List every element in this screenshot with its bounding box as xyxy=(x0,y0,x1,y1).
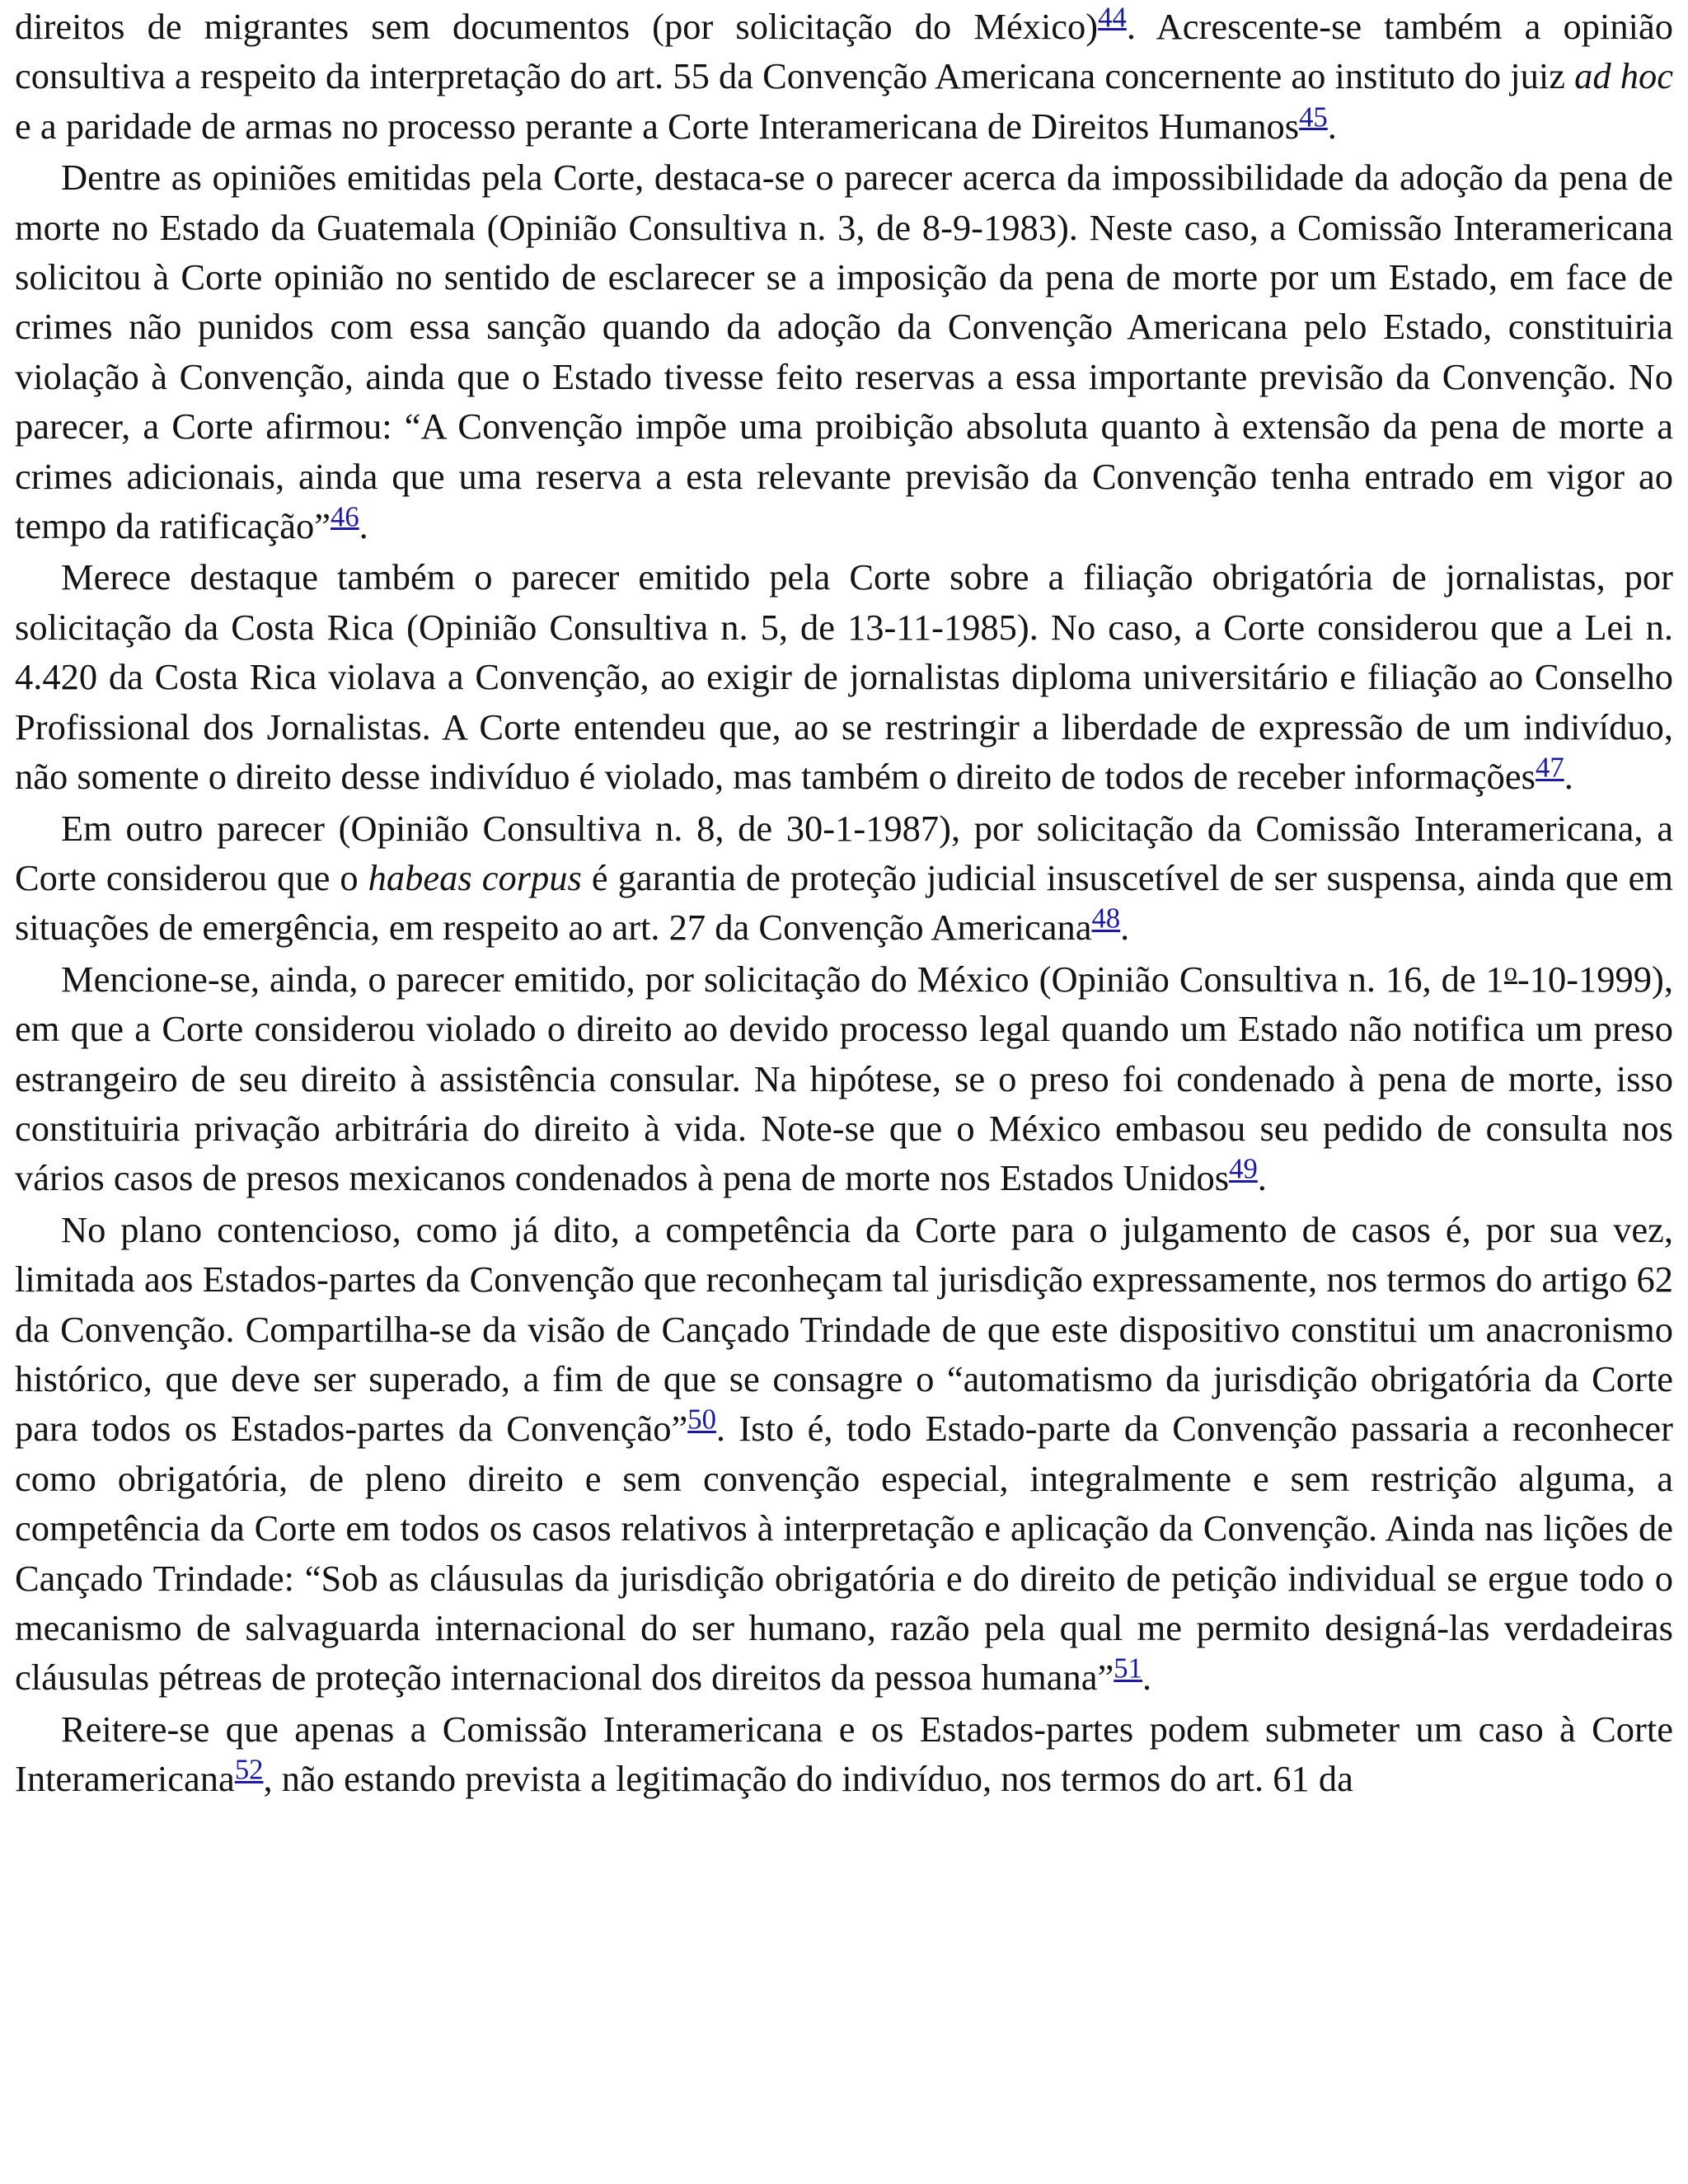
paragraph-text: Mencione-se, ainda, o parecer emitido, por solicitação do México (Opinião Consultiva n. 16, de 1 xyxy=(61,958,1504,1000)
paragraph-text: . Isto é, todo Estado-parte da Convenção passaria a reconhecer como obrigatória, de pleno direito e sem convenção especial, integralmente e sem restrição alguma, a competência da Corte em todos os casos relativos à interpretação e aplicação da Convenção. Ainda nas lições de Cançado Trindade: “Sob as cláusulas da jurisdição obrigatória e do direito de petição individual se ergue todo o mecanismo de salvaguarda internacional do ser humano, razão pela qual me permito designá-las verdadeiras cláusulas pétreas de proteção internacional dos direitos da pessoa humana” xyxy=(15,1408,1674,1699)
paragraph-text: Em outro parecer (Opinião Consultiva n. 8, de 30-1-1987), por solicitação da Comissão Interamericana, a Corte considerou que o xyxy=(15,807,1673,898)
paragraph-text: . xyxy=(1564,756,1573,798)
paragraph xyxy=(15,552,1673,801)
paragraph-text: Dentre as opiniões emitidas pela Corte, destaca-se o parecer acerca da impossibilidade da adoção da pena de morte no Estado da Guatemala (Opinião Consultiva n. 3, de 8-9-1983). Neste caso, a Comissão Interamericana solicitou à Corte opinião no sentido de esclarecer se a imposição da pena de morte por um Estado, em face de crimes não punidos com essa sanção quando da adoção da Convenção Americana pelo Estado, constituiria violação à Convenção, ainda que o Estado tivesse feito reservas a essa importante previsão da Convenção. No parecer, a Corte afirmou: “A Convenção impõe uma proibição absoluta quanto à extensão da pena de morte a crimes adicionais, ainda que uma reserva a esta relevante previsão da Convenção tenha entrado em vigor ao tempo da ratificação” xyxy=(15,157,1673,547)
paragraph-text: -10-1999), em que a Corte considerou violado o direito ao devido processo legal quando um Estado não notifica um preso estrangeiro de seu direito à assistência consular. Na hipótese, se o preso foi condenado à pena de morte, isso constituiria privação arbitrária do direito à vida. Note-se que o México embasou seu pedido de consulta nos vários casos de presos mexicanos condenados à pena de morte nos Estados Unidos xyxy=(15,958,1673,1199)
paragraph-text: é garantia de proteção judicial insuscetível de ser suspensa, ainda que em situações de emergência, em respeito ao art. 27 da Convenção Americana xyxy=(15,856,1673,949)
paragraph xyxy=(15,2,1673,151)
footnote-link[interactable]: 45 xyxy=(1299,101,1328,134)
paragraph-text: . xyxy=(359,505,368,547)
paragraph-text: , não estando prevista a legitimação do indivíduo, nos termos do art. 61 da xyxy=(263,1758,1353,1800)
paragraph xyxy=(15,804,1673,953)
paragraph xyxy=(15,152,1673,551)
paragraph-text: No plano contencioso, como já dito, a competência da Corte para o julgamento de casos é, por sua vez, limitada aos Estados-partes da Convenção que reconheçam tal jurisdição expressamente, nos termos do artigo 62 da Convenção. Compartilha-se da visão de Cançado Trindade de que este dispositivo constitui um anacronismo histórico, que deve ser superado, a fim de que se consagre o “automatismo da jurisdição obrigatória da Corte para todos os Estados-partes da Convenção” xyxy=(15,1208,1673,1450)
footnote-link[interactable]: 50 xyxy=(687,1403,716,1436)
ordinal-indicator: o xyxy=(1503,956,1517,987)
italic-text: ad hoc xyxy=(1574,55,1673,97)
paragraph-text: direitos de migrantes sem documentos (por solicitação do México) xyxy=(15,6,1099,47)
paragraph-text: . xyxy=(1257,1157,1267,1199)
paragraph-text: . Acrescente-se também a opinião consultiva a respeito da interpretação do art. 55 da Convenção Americana concernente ao instituto do juiz xyxy=(15,6,1674,97)
paragraph-text: e a paridade de armas no processo perante a Corte Interamericana de Direitos Humanos xyxy=(15,105,1300,147)
paragraph xyxy=(15,1205,1673,1703)
document-page xyxy=(15,2,1673,1806)
italic-text: habeas corpus xyxy=(368,856,582,898)
paragraph-text: . xyxy=(1120,907,1130,949)
paragraph-text: Reitere-se que apenas a Comissão Interamericana e os Estados-partes podem submeter um caso à Corte Interamericana xyxy=(15,1708,1673,1800)
footnote-link[interactable]: 48 xyxy=(1091,902,1121,935)
paragraph-text: . xyxy=(1142,1657,1152,1699)
paragraph xyxy=(15,1704,1673,1804)
paragraph xyxy=(15,954,1673,1203)
paragraph-text: Merece destaque também o parecer emitido pela Corte sobre a filiação obrigatória de jornalistas, por solicitação da Costa Rica (Opinião Consultiva n. 5, de 13-11-1985). No caso, a Corte considerou que a Lei n. 4.420 da Costa Rica violava a Convenção, ao exigir de jornalistas diploma universitário e filiação ao Conselho Profissional dos Jornalistas. A Corte entendeu que, ao se restringir a liberdade de expressão de um indivíduo, não somente o direito desse indivíduo é violado, mas também o direito de todos de receber informações xyxy=(15,556,1673,798)
footnote-link[interactable]: 49 xyxy=(1229,1152,1258,1185)
footnote-link[interactable]: 44 xyxy=(1098,1,1127,34)
paragraph-text: . xyxy=(1327,105,1337,147)
footnote-link[interactable]: 46 xyxy=(330,500,359,533)
footnote-link[interactable]: 47 xyxy=(1536,751,1564,784)
footnote-link[interactable]: 52 xyxy=(234,1753,264,1786)
footnote-link[interactable]: 51 xyxy=(1114,1652,1142,1685)
